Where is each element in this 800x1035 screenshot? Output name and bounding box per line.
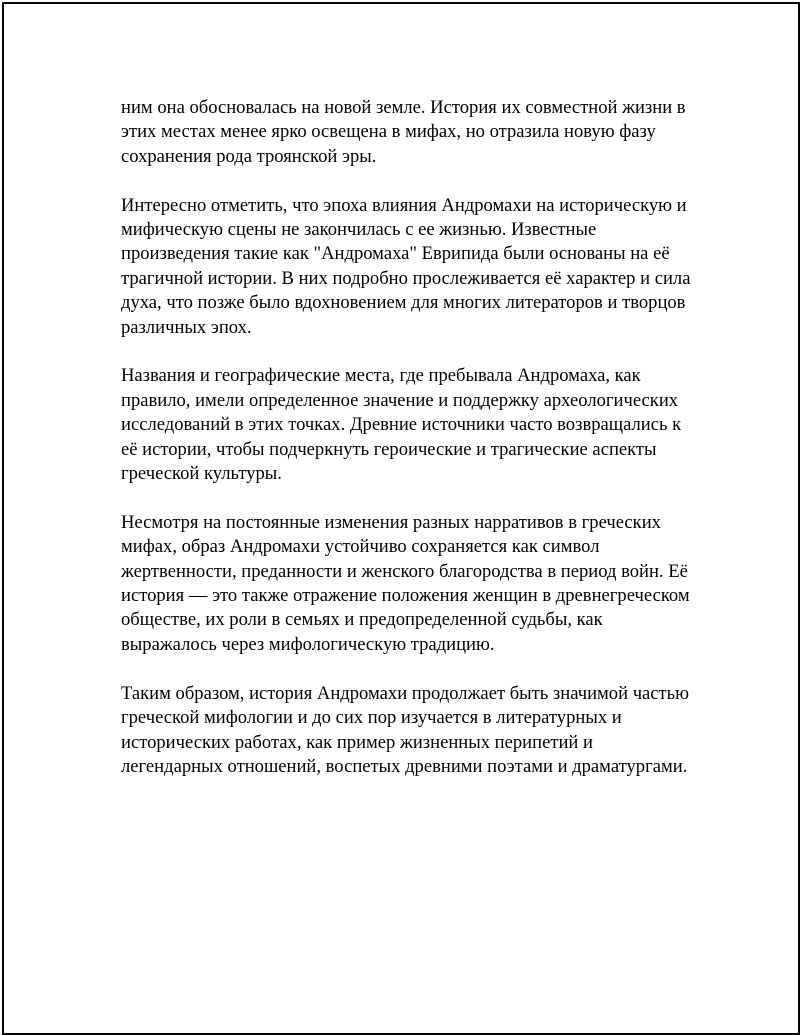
paragraph-5: Таким образом, история Андромахи продолжает быть значимой частью греческой мифологии и до сих пор изучается в литературных и исторических работах, как пример жизненных перипетий и легендарных отношений, воспетых древними поэтами и драматургами. <box>121 682 690 777</box>
paragraph-3: Названия и географические места, где пребывала Андромаха, как правило, имели определенное значение и поддержку археологических исследований в этих точках. Древние источники часто возвращались к её истории, чтобы подчеркнуть героические и трагические аспекты греческой культуры. <box>121 365 682 485</box>
page-frame <box>2 2 800 1035</box>
document-body <box>121 96 701 804</box>
paragraph-1: ним она обосновалась на новой земле. История их совместной жизни в этих местах менее ярко освещена в мифах, но отразила новую фазу сохранения рода троянской эры. <box>121 97 686 167</box>
paragraph-4: Несмотря на постоянные изменения разных нарративов в греческих мифах, образ Андромахи устойчиво сохраняется как символ жертвенности, преданности и женского благородства в период войн. Её история — это также отражение положения женщин в древнегреческом обществе, их роли в семьях и предопределенной судьбы, как выражалось через мифологическую традицию. <box>121 511 690 655</box>
paragraph-2: Интересно отметить, что эпоха влияния Андромахи на историческую и мифическую сцены не закончилась с ее жизнью. Известные произведения такие как "Андромаха" Еврипида были основаны на её трагичной истории. В них подробно прослеживается её характер и сила духа, что позже было вдохновением для многих литераторов и творцов различных эпох. <box>121 194 691 338</box>
